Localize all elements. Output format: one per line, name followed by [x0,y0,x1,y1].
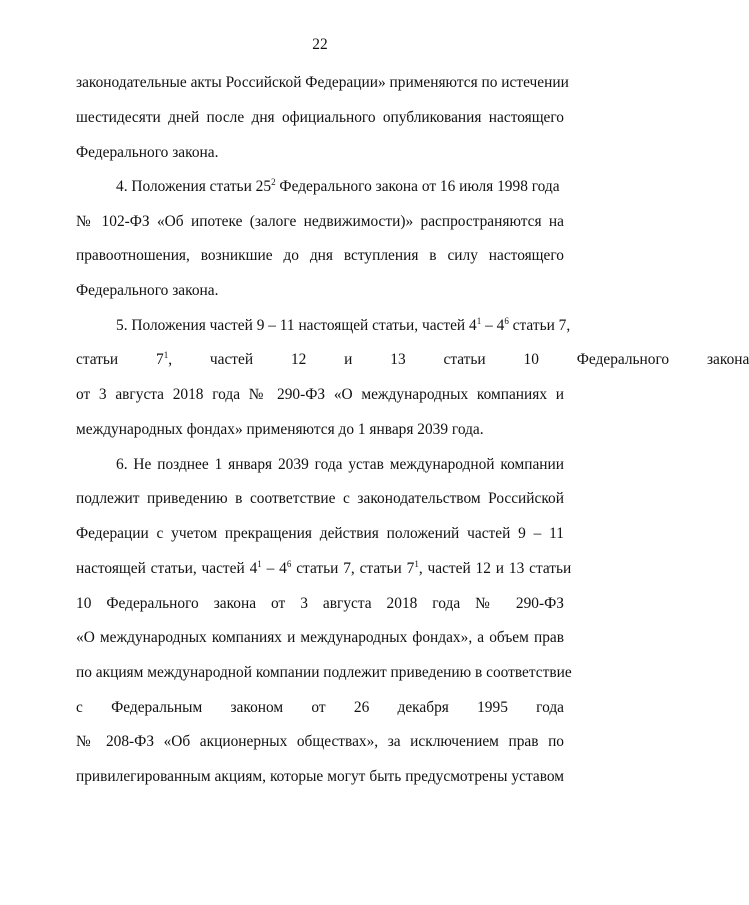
paragraph-5-line-3: от 3 августа 2018 года № 290-ФЗ «О международных компаниях и [76,386,564,403]
text-segment: – 4 [261,560,287,577]
text-segment: статьи 7 [76,351,164,368]
text-segment: Федерального закона от 16 июля 1998 года [275,178,560,195]
text-segment: 4. Положения статьи 25 [116,178,272,195]
text-segment: , частей 12 и 13 статьи [418,560,572,577]
paragraph-5-line-1 [76,316,571,336]
paragraph-6-line-4 [76,559,572,579]
text-segment: – 4 [481,317,505,334]
paragraph-6-line-9: № 208-ФЗ «Об акционерных обществах», за исключением прав по [76,733,564,750]
paragraph-4-line-3: правоотношения, возникшие до дня вступления в силу настоящего [76,247,564,264]
paragraph-5-line-2 [76,350,749,370]
paragraph-6-line-10: привилегированным акциям, которые могут быть предусмотрены уставом [76,768,564,785]
paragraph-continuation-line-1: законодательные акты Российской Федерации» применяются по истечении [76,74,569,91]
paragraph-continuation-line-2: шестидесяти дней после дня официального опубликования настоящего [76,109,564,126]
paragraph-6-line-7: по акциям международной компании подлежит приведению в соответствие [76,664,572,681]
superscript: 6 [286,559,292,569]
paragraph-6-line-5: 10 Федерального закона от 3 августа 2018 года № 290-ФЗ [76,595,564,612]
paragraph-6-line-6: «О международных компаниях и международных фондах», а объем прав [76,629,564,646]
superscript: 1 [414,559,419,569]
text-segment: 5. Положения частей 9 – 11 настоящей статьи, частей 4 [116,317,477,334]
paragraph-4-line-4: Федерального закона. [76,282,219,299]
paragraph-6-line-2: подлежит приведению в соответствие с законодательством Российской [76,490,564,507]
text-segment: статьи 7, статьи 7 [291,560,415,577]
superscript: 1 [257,559,262,569]
paragraph-6-line-1: 6. Не позднее 1 января 2039 года устав международной компании [116,456,564,473]
superscript: 1 [476,316,482,326]
paragraph-continuation-line-3: Федерального закона. [76,144,219,161]
superscript: 2 [271,177,276,187]
superscript: 6 [504,316,509,326]
paragraph-6-line-8: с Федеральным законом от 26 декабря 1995 года [76,699,564,716]
superscript: 1 [163,350,169,360]
paragraph-6-line-3: Федерации с учетом прекращения действия положений частей 9 – 11 [76,525,564,542]
paragraph-4-line-2: № 102-ФЗ «Об ипотеке (залоге недвижимости)» распространяются на [76,213,564,230]
text-segment: статьи 7, [508,317,571,334]
page-number: 22 [312,36,328,53]
paragraph-4-line-1 [76,177,564,197]
text-segment: , частей 12 и 13 статьи 10 Федерального закона [168,351,749,368]
paragraph-5-line-4: международных фондах» применяются до 1 января 2039 года. [76,421,484,438]
text-segment: настоящей статьи, частей 4 [76,560,258,577]
